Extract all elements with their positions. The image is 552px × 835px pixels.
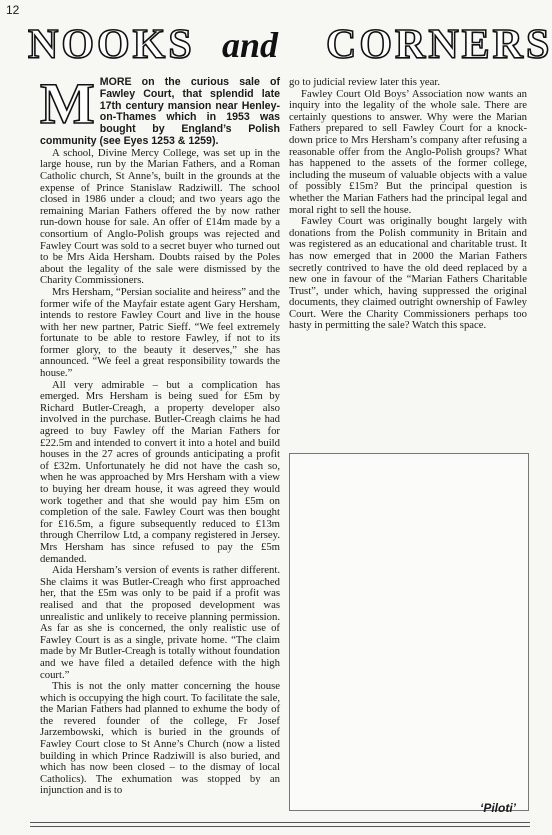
bottom-rule bbox=[30, 826, 530, 827]
paragraph: Aida Hersham’s version of events is rather different. She claims it was Butler-Creagh who first approached her, that the £5m was only to be paid if a profit was realised and that the proposed development was unrealistic and unlikely to receive planning permission. As far as she is concerned, the only realistic use of Fawley Court is as a single, private home. “The claim made by Mr Butler-Creagh is totally without foundation and we have filed a detailed defence with the high court.” bbox=[40, 564, 280, 681]
masthead-word-corners: CORNERS bbox=[326, 22, 552, 68]
paragraph: Fawley Court was originally bought largely with donations from the Polish community in Britain and was registered as an educational and charitable trust. It has now emerged that in 2000 the Marian Fathers secretly contrived to have the old deed replaced by a new one in favour of the “Marian Fathers Charitable Trust”, under which, having suppressed the original documents, they claimed outright ownership of Fawley Court. Were the Charity Commissioners perhaps too hasty in permitting the sale? Watch this space. bbox=[289, 215, 527, 332]
masthead-word-and: and bbox=[222, 25, 279, 65]
article-lede bbox=[40, 71, 280, 148]
paragraph: This is not the only matter concerning the house which is occupying the high court. To facilitate the sale, the Marian Fathers had planned to exhume the body of the revered founder of the college, Fr Josef Jarzembowski, which is buried in the grounds of Fawley Court close to St Anne’s Church (now a listed building in which Prince Radziwill is also buried, and which has now been closed – to the dismay of local Catholics). The exhumation was stopped by an injunction and is to bbox=[40, 680, 280, 797]
empty-image-box bbox=[289, 453, 529, 811]
masthead-word-nooks: NOOKS bbox=[28, 22, 195, 68]
article-right-column bbox=[289, 77, 527, 332]
lede-text: MORE on the curious sale of Fawley Court, that splendid late 17th century mansion near Henley-on-Thames which in 1953 was bought by England’s Polish community (see Eyes 1253 & 1259). bbox=[40, 76, 280, 147]
paragraph: Fawley Court Old Boys’ Association now wants an inquiry into the legality of the whole sale. There are certainly questions to answer. Why were the Marian Fathers prepared to sell Fawley Court for a knock-down price to Mrs Hersham’s company after refusing a reasonable offer from the Anglo-Polish groups? What has happened to the assets of the former college, including the museum of valuable objects with a value of possibly £15m? But the principal question is whether the Marian Fathers had the principal legal and moral right to sell the house. bbox=[289, 87, 527, 216]
masthead bbox=[26, 19, 552, 71]
paragraph: All very admirable – but a complication has emerged. Mrs Hersham is being sued for £5m by Richard Butler-Creagh, a property developer also involved in the purchase. Butler-Creagh claims he had agreed to buy Fawley off the Marian Fathers for £22.5m and intended to convert it into a hotel and build houses in the 27 acres of grounds anticipating a profit of £32m. Unfortunately he did not have the cash so, when he was approached by Mrs Hersham with a view to buying her dream house, it was agreed they would work together and that she would pay him £5m on completion of the sale. Fawley Court was then bought for £16.5m, a figure subsequently reduced to £13m through Cherrilow Ltd, a company registered in Jersey. Mrs Hersham has since refused to pay the £5m demanded. bbox=[40, 378, 280, 565]
bottom-rule bbox=[30, 822, 530, 823]
article-left-column bbox=[40, 71, 280, 797]
paragraph: go to judicial review later this year. bbox=[289, 76, 441, 88]
paragraph: Mrs Hersham, “Persian socialite and heiress” and the former wife of the Mayfair estate agent Gary Hersham, intends to restore Fawley Court and live in the house with her new partner, Patric Sieff. “We feel extremely fortunate to be able to restore Fawley, if not to its former glory, to the beauty it deserves,” she has announced. “We feel a great responsibility towards the house.” bbox=[40, 285, 280, 380]
byline: ‘Piloti’ bbox=[480, 801, 516, 815]
drop-cap: M bbox=[40, 71, 95, 136]
page-number: 12 bbox=[6, 3, 20, 17]
paragraph: A school, Divine Mercy College, was set up in the large house, run by the Marian Fathers, and a Roman Catholic church, St Anne’s, built in the grounds at the expense of Prince Stanislaw Radziwill. The school closed in 1986 under a cloud; and two years ago the remaining Marian Fathers offered the by now rather run-down house for sale. An offer of £14m made by a consortium of Anglo-Polish groups was rejected and Fawley Court was sold to a secret buyer who turned out to be Mrs Aida Hersham. Doubts raised by the Poles about the legality of the sale were dismissed by the Charity Commissioners. bbox=[40, 146, 280, 287]
